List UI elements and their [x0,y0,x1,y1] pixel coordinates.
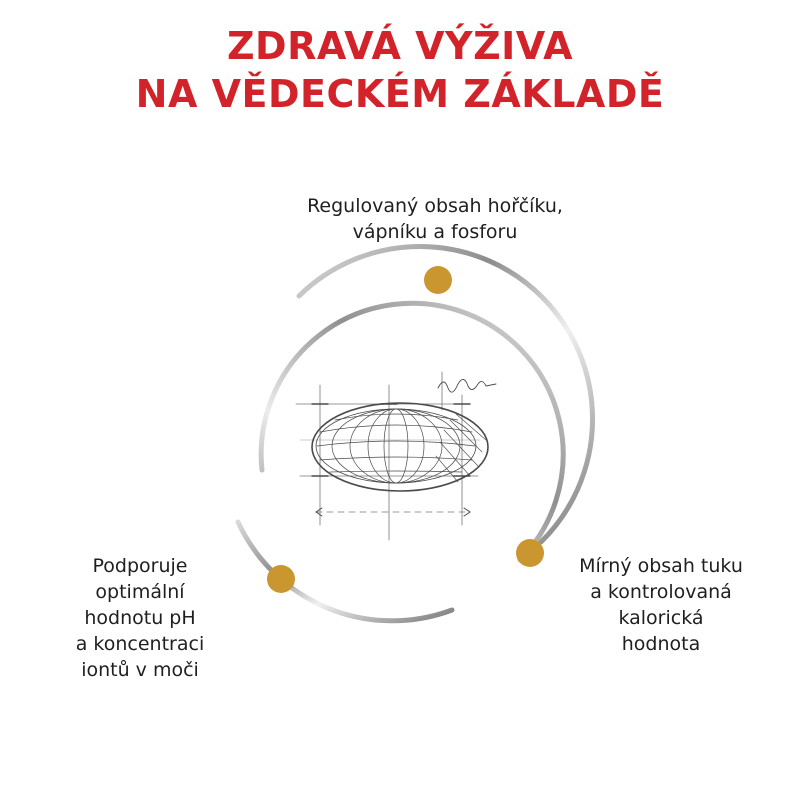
benefit-left-line-4: a koncentraci [75,633,205,655]
dot-left-icon [267,565,295,593]
benefit-right-line-4: hodnota [621,633,701,655]
benefit-right-line-3: kalorická [618,607,704,629]
inner-ring [261,303,563,560]
title-line-2: NA VĚDECKÉM ZÁKLADĚ [135,72,665,116]
benefit-top-line-2: vápníku a fosforu [352,221,518,243]
benefit-left-line-5: iontů v moči [81,659,199,681]
benefit-left-line-2: optimální [95,581,185,603]
benefit-top-line-1: Regulovaný obsah hořčíku, [307,195,563,217]
kibble-sketch-icon [296,372,496,540]
benefit-left-line-3: hodnotu pH [84,607,196,629]
benefit-left-line-1: Podporuje [92,555,188,577]
dot-top-icon [424,266,452,294]
dot-right-icon [516,539,544,567]
title-line-1: ZDRAVÁ VÝŽIVA [226,24,573,68]
benefit-right-line-2: a kontrolovaná [590,581,732,603]
benefit-right-line-1: Mírný obsah tuku [579,555,743,577]
